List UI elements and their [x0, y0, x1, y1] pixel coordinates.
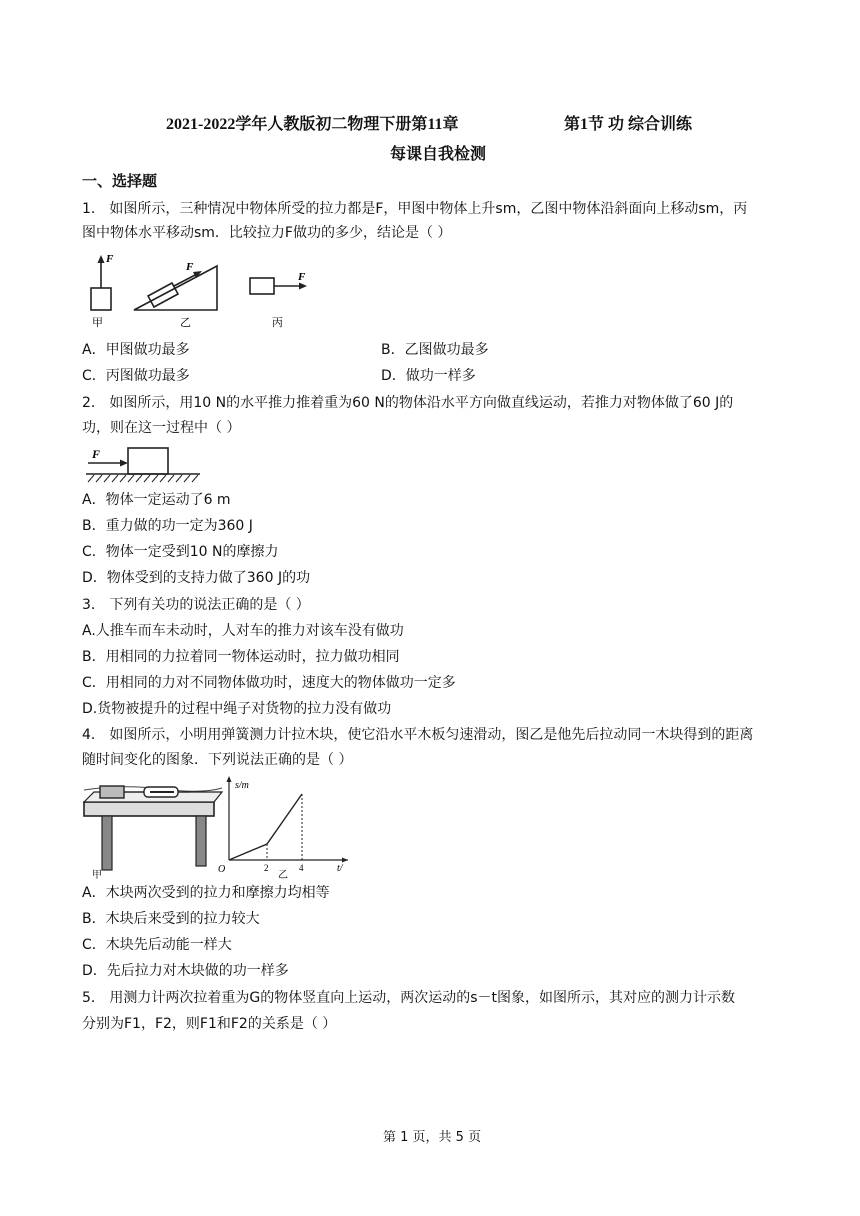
q3-option-b: B．用相同的力拉着同一物体运动时，拉力做功相同 — [82, 649, 400, 665]
q4-stem-line1: 4． 如图所示，小明用弹簧测力计拉木块，使它沿水平木板匀速滑动，图乙是他先后拉动同一木块得到的距离 — [82, 727, 754, 743]
q1-stem-line2: 图中物体水平移动sm．比较拉力F做功的多少，结论是（ ） — [82, 225, 452, 241]
q1-fig-incline — [134, 261, 217, 329]
doc-title-right: 第1节 功 综合训练 — [564, 116, 693, 133]
q1-option-c: C．丙图做功最多 — [82, 368, 190, 384]
doc-subtitle: 每课自我检测 — [390, 146, 487, 163]
q1-figure — [82, 248, 322, 332]
q4-stem-line2: 随时间变化的图象．下列说法正确的是（ ） — [82, 752, 353, 768]
q2-fig-f-label: F — [92, 447, 101, 461]
q3-stem: 3． 下列有关功的说法正确的是（ ） — [82, 597, 310, 613]
q1-stem-line1: 1． 如图所示，三种情况中物体所受的拉力都是F，甲图中物体上升sm，乙图中物体沿斜面向上移动sm，丙 — [82, 201, 748, 217]
q2-stem-line2: 功，则在这一过程中（ ） — [82, 420, 241, 436]
q4-option-b: B．木块后来受到的拉力较大 — [82, 911, 260, 927]
q2-option-c: C．物体一定受到10 N的摩擦力 — [82, 544, 279, 560]
q4-fig-tick-2: 2 — [264, 863, 269, 873]
q3-option-a: A.人推车而车未动时，人对车的推力对该车没有做功 — [82, 623, 404, 639]
q1-fig-horizontal — [250, 271, 307, 329]
q2-option-b: B．重力做的功一定为360 J — [82, 518, 253, 534]
section-heading: 一、选择题 — [82, 172, 158, 190]
q2-figure — [82, 442, 206, 486]
q1-fig-caption-a: 甲 — [92, 317, 103, 329]
q2-option-a: A．物体一定运动了6 m — [82, 492, 231, 508]
q1-option-b: B．乙图做功最多 — [381, 342, 489, 358]
q1-fig-f-label-c: F — [298, 271, 306, 283]
q3-option-d: D.货物被提升的过程中绳子对货物的拉力没有做功 — [82, 701, 392, 717]
q3-option-c: C．用相同的力对不同物体做功时，速度大的物体做功一定多 — [82, 675, 456, 691]
q1-fig-f-label-b: F — [186, 261, 194, 273]
q1-fig-caption-c: 丙 — [272, 317, 283, 329]
q4-figure — [82, 774, 350, 882]
q4-fig-xlabel: t/ — [337, 863, 343, 874]
q4-fig-table-setup — [84, 786, 222, 881]
q4-option-c: C．木块先后动能一样大 — [82, 937, 232, 953]
q4-fig-st-graph — [218, 776, 348, 881]
q2-option-d: D．物体受到的支持力做了360 J的功 — [82, 570, 311, 586]
q4-option-a: A．木块两次受到的拉力和摩擦力均相等 — [82, 885, 330, 901]
q1-fig-caption-b: 乙 — [180, 317, 191, 329]
q4-fig-tick-4: 4 — [299, 863, 304, 873]
page-footer: 第 1 页，共 5 页 — [383, 1130, 482, 1145]
q1-fig-box-lift — [91, 253, 114, 329]
q5-stem-line1: 5． 用测力计两次拉着重为G的物体竖直向上运动，两次运动的s－t图象，如图所示，其对应的测力计示数 — [82, 990, 735, 1006]
q1-fig-f-label-a: F — [106, 253, 114, 265]
q1-option-a: A．甲图做功最多 — [82, 342, 190, 358]
q4-option-d: D．先后拉力对木块做的功一样多 — [82, 963, 289, 979]
q4-fig-caption-a: 甲 — [92, 870, 102, 881]
q1-option-d: D．做功一样多 — [381, 368, 476, 384]
q2-stem-line1: 2． 如图所示，用10 N的水平推力推着重为60 N的物体沿水平方向做直线运动，若推力对物体做了60 J的 — [82, 395, 734, 411]
q5-stem-line2: 分别为F1，F2，则F1和F2的关系是（ ） — [82, 1016, 337, 1032]
q4-fig-ylabel: s/m — [235, 780, 249, 791]
doc-title-left: 2021-2022学年人教版初二物理下册第11章 — [166, 116, 459, 133]
q4-fig-origin: O — [218, 864, 226, 875]
q4-fig-caption-b: 乙 — [278, 870, 288, 881]
